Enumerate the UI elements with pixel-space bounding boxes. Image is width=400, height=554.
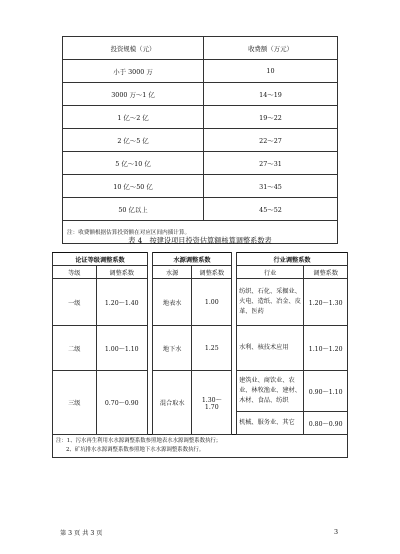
table-row — [63, 175, 338, 198]
column-header: 调整系数 — [96, 266, 147, 279]
group-header: 论证等级调整系数 — [53, 253, 148, 266]
page-footer: 第 3 页 共 3 页 — [60, 530, 103, 537]
industry-cell: 建筑业、商饮业、农业、林牧渔业、建材、木材、食品、纺织 — [237, 371, 304, 412]
table-note-row — [53, 435, 348, 458]
column-header: 行业 — [237, 266, 304, 279]
table-note — [53, 435, 348, 458]
sub-header-row — [53, 266, 348, 279]
table-row — [63, 106, 338, 129]
adjustment-table — [52, 252, 348, 458]
table-title: 表 4 按建设项目投资估算额核算调整系数表 — [128, 236, 272, 245]
table-cell: 3000 万～1 亿 — [63, 83, 204, 106]
group-header: 水源调整系数 — [152, 253, 231, 266]
table-row — [53, 279, 348, 326]
fee-table — [62, 36, 338, 244]
table-cell: 1.20～1.40 — [96, 279, 147, 326]
table-row — [63, 83, 338, 106]
industry-cell: 水利、核技术应用 — [237, 326, 304, 371]
table-row — [63, 198, 338, 221]
column-header: 等级 — [53, 266, 97, 279]
table-row — [53, 371, 348, 412]
table-cell: 1.10～1.20 — [304, 326, 348, 371]
table-cell: 0.70～0.90 — [96, 371, 147, 435]
table-row — [53, 326, 348, 371]
table-cell: 0.90～1.10 — [304, 371, 348, 412]
column-header: 收费额（万元） — [204, 37, 338, 60]
table-row — [63, 129, 338, 152]
table-cell: 45～52 — [204, 198, 338, 221]
note-line: 注：1、污水再生利用水水源调整系数参照地表水水源调整系数执行； — [56, 438, 222, 444]
source-cell: 地下水 — [152, 326, 192, 371]
page-number: 3 — [334, 528, 339, 536]
table-cell: 10 — [204, 60, 338, 83]
source-cell: 地表水 — [152, 279, 192, 326]
note-line: 2、矿坑排水水源调整系数参照地下水水源调整系数执行。 — [66, 447, 205, 453]
table-cell: 27～31 — [204, 152, 338, 175]
table-cell: 5 亿～10 亿 — [63, 152, 204, 175]
table-cell: 1.20～1.30 — [304, 279, 348, 326]
column-header: 调整系数 — [192, 266, 232, 279]
column-header: 投资规模（元） — [63, 37, 204, 60]
table-cell: 1.00 — [192, 279, 232, 326]
table-cell: 小于 3000 万 — [63, 60, 204, 83]
table-row — [63, 60, 338, 83]
column-header: 调整系数 — [304, 266, 348, 279]
table-cell: 14～19 — [204, 83, 338, 106]
table-cell: 1 亿～2 亿 — [63, 106, 204, 129]
group-header: 行业调整系数 — [237, 253, 348, 266]
grade-cell: 一级 — [53, 279, 97, 326]
industry-cell: 纺织、石化、采掘业、火电、造纸、冶金、皮革、医药 — [237, 279, 304, 326]
grade-cell: 二级 — [53, 326, 97, 371]
table-header-row — [63, 37, 338, 60]
table-cell: 1.30～ 1.70 — [192, 371, 232, 435]
table-cell: 10 亿～50 亿 — [63, 175, 204, 198]
group-header-row — [53, 253, 348, 266]
grade-cell: 三级 — [53, 371, 97, 435]
table-cell: 0.80～0.90 — [304, 412, 348, 435]
table-cell: 31～45 — [204, 175, 338, 198]
table-cell: 1.00～1.10 — [96, 326, 147, 371]
table-cell: 50 亿以上 — [63, 198, 204, 221]
industry-cell: 机械、服务业、其它 — [237, 412, 304, 435]
table-cell: 19～22 — [204, 106, 338, 129]
table-row — [63, 152, 338, 175]
column-header: 水源 — [152, 266, 192, 279]
table-cell: 1.25 — [192, 326, 232, 371]
table-cell: 22～27 — [204, 129, 338, 152]
table-cell: 2 亿～5 亿 — [63, 129, 204, 152]
source-cell: 混合取水 — [152, 371, 192, 435]
table-note: 注：收费额根据估算投资额在对应区间内插计算。 — [63, 221, 338, 244]
